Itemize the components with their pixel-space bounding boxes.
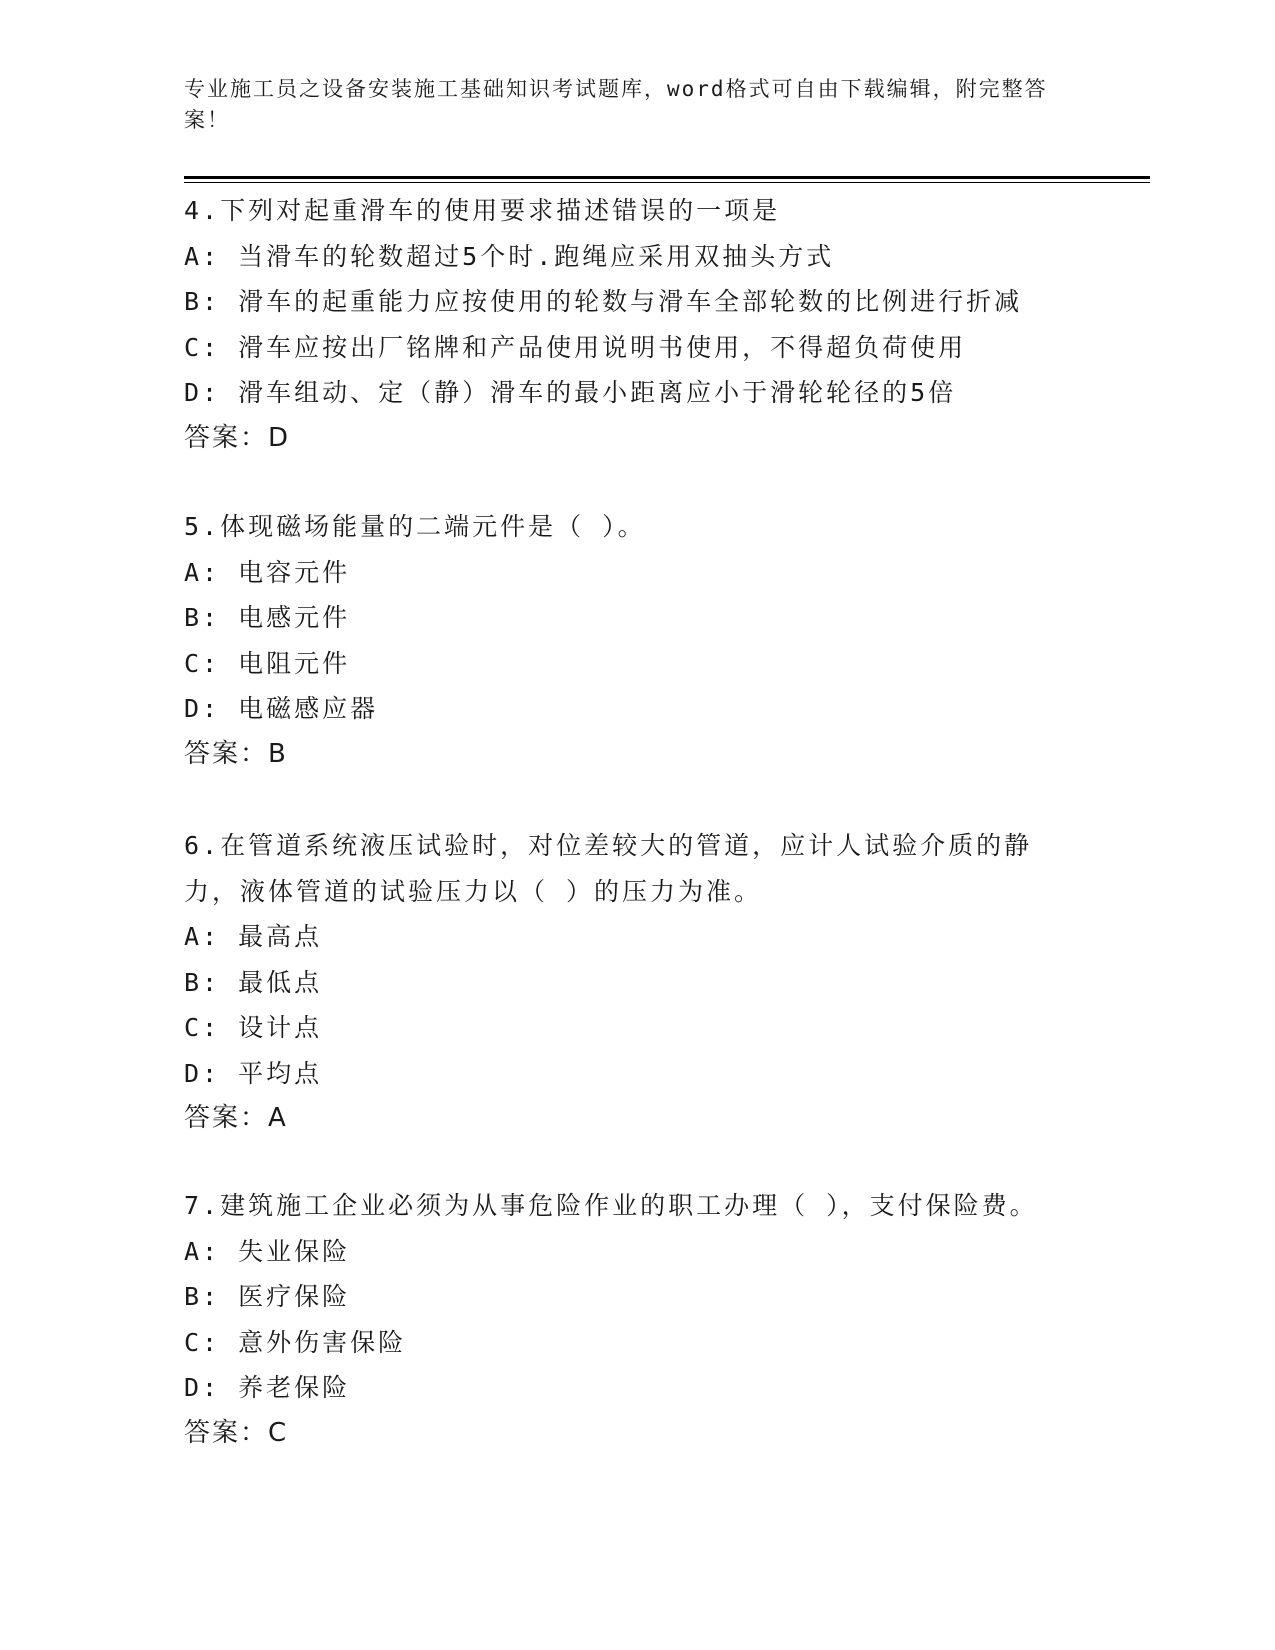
answer: 答案：B xyxy=(184,738,288,769)
question-4 xyxy=(184,188,1084,461)
question-stem: 4.下列对起重滑车的使用要求描述错误的一项是 xyxy=(184,196,781,225)
option-a: A: 电容元件 xyxy=(184,557,351,587)
option-d: D: 电磁感应器 xyxy=(184,694,379,723)
option-a: A: 失业保险 xyxy=(184,1236,351,1266)
option-c: C: 滑车应按出厂铭牌和产品使用说明书使用，不得超负荷使用 xyxy=(184,332,967,362)
question-stem: 7.建筑施工企业必须为从事危险作业的职工办理（ ），支付保险费。 xyxy=(184,1191,1038,1220)
answer: 答案：C xyxy=(184,1417,289,1448)
option-b: B: 滑车的起重能力应按使用的轮数与滑车全部轮数的比例进行折减 xyxy=(184,287,1023,316)
question-stem: 5.体现磁场能量的二端元件是（ ）。 xyxy=(184,512,646,541)
option-b: B: 医疗保险 xyxy=(184,1282,351,1311)
answer: 答案：A xyxy=(184,1103,288,1133)
question-stem: 6.在管道系统液压试验时，对位差较大的管道，应计人试验介质的静力，液体管道的试验压力以（ ）的压力为准。 xyxy=(184,831,1033,906)
option-b: B: 最低点 xyxy=(184,967,323,997)
option-c: C: 意外伤害保险 xyxy=(184,1327,407,1357)
question-6 xyxy=(184,823,1084,1142)
option-d: D: 养老保险 xyxy=(184,1373,351,1402)
question-7 xyxy=(184,1183,1084,1456)
option-a: A: 最高点 xyxy=(184,922,323,951)
document-header: 专业施工员之设备安装施工基础知识考试题库，word格式可自由下载编辑，附完整答案！ xyxy=(184,77,1048,132)
option-c: C: 电阻元件 xyxy=(184,648,351,678)
option-d: D: 滑车组动、定（静）滑车的最小距离应小于滑轮轮径的5倍 xyxy=(184,378,957,407)
header-divider-thin xyxy=(184,182,1150,183)
option-b: B: 电感元件 xyxy=(184,603,351,632)
option-d: D: 平均点 xyxy=(184,1058,323,1088)
option-a: A: 当滑车的轮数超过5个时.跑绳应采用双抽头方式 xyxy=(184,241,835,271)
option-c: C: 设计点 xyxy=(184,1013,323,1042)
answer: 答案：D xyxy=(184,422,291,453)
question-5 xyxy=(184,504,1084,777)
header-divider-thick xyxy=(184,176,1150,179)
